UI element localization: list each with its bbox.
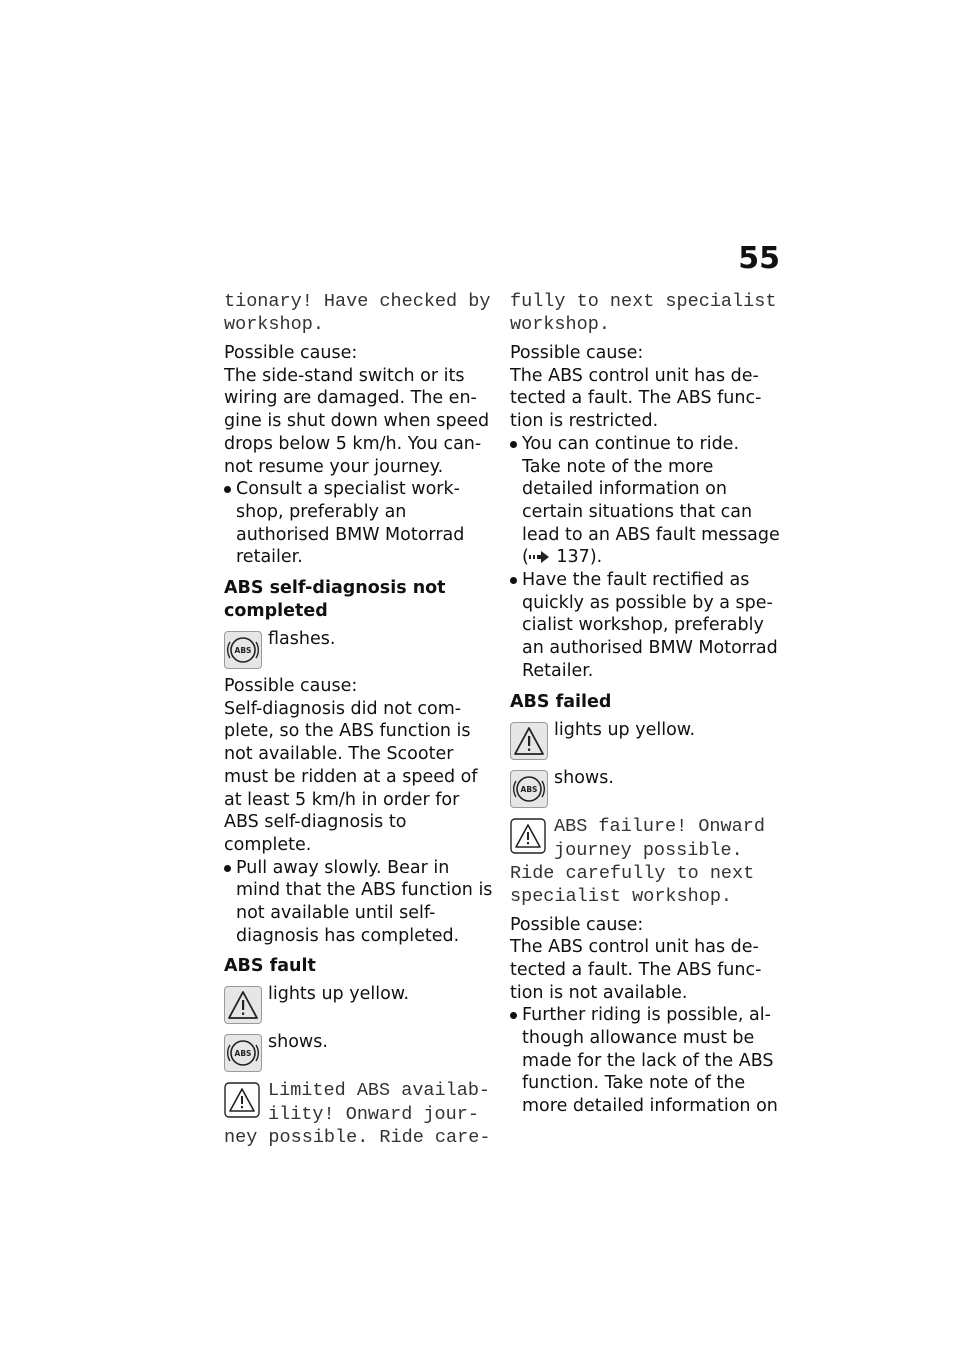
indicator-row-abs [510, 766, 780, 806]
abs-warning-icon [224, 1034, 262, 1072]
section-heading-abs-fault: ABS fault [224, 956, 316, 977]
page-number: 55 [738, 241, 780, 276]
right-column [510, 290, 780, 1118]
possible-cause-text: The ABS control unit has de-tected a fault. The ABS func-tion is not available. [510, 937, 762, 1003]
action-item: Consult a specialist work-shop, preferably an authorised BMW Motorrad retailer. [224, 478, 494, 569]
indicator-text: lights up yellow. [554, 719, 696, 740]
display-message-line: journey possible. [554, 839, 743, 861]
page-reference[interactable]: ( 137). [522, 547, 603, 568]
general-warning-triangle-icon [224, 986, 262, 1024]
abs-warning-icon [224, 631, 262, 669]
general-warning-triangle-icon [510, 722, 548, 760]
action-item: Pull away slowly. Bear in mind that the ABS function is not available until self-diagnosis has completed. [224, 857, 494, 948]
display-message-line: ney possible. Ride care- [224, 1127, 491, 1149]
svg-text:ABS: ABS [234, 646, 252, 656]
display-message-row [510, 814, 780, 862]
indicator-text: flashes. [268, 629, 336, 650]
possible-cause-text: The side-stand switch or its wiring are damaged. The en-gine is shut down when speed drops below 5 km/h. You can-not resume your journey. [224, 365, 490, 477]
possible-cause-label: Possible cause: [224, 343, 358, 363]
indicator-text: shows. [268, 1032, 328, 1053]
abs-warning-icon [510, 770, 548, 808]
possible-cause-text: Self-diagnosis did not com-plete, so the ABS function is not available. The Scooter must be ridden at a speed of at least 5 km/h in order for ABS self-diagnosis to complete. [224, 698, 478, 855]
svg-text:ABS: ABS [520, 784, 538, 794]
warning-triangle-outline-icon [224, 1082, 262, 1120]
indicator-text: shows. [554, 767, 614, 788]
display-message-line: Ride carefully to next [510, 862, 755, 884]
page-reference-arrow-icon [529, 550, 551, 564]
action-item: Further riding is possible, al-though allowance must be made for the lack of the ABS function. Take note of the more detailed information on [510, 1004, 780, 1118]
display-message-line: ility! Onward jour- [268, 1104, 479, 1126]
left-column [224, 290, 494, 1149]
action-item: Have the fault rectified as quickly as possible by a spe-cialist workshop, preferably an authorised BMW Motorrad Retailer. [510, 569, 780, 683]
indicator-text: lights up yellow. [268, 984, 410, 1005]
action-list [224, 857, 494, 948]
display-message-line: Limited ABS availab- [268, 1080, 491, 1102]
action-list [510, 433, 780, 683]
indicator-row-abs-flashes [224, 627, 494, 667]
possible-cause-label: Possible cause: [510, 914, 644, 935]
page-reference-number: 137 [556, 547, 590, 568]
possible-cause-label: Possible cause: [510, 343, 644, 363]
display-message-line: ABS failure! Onward [554, 815, 765, 837]
action-list [224, 478, 494, 569]
indicator-row-warning [510, 718, 780, 758]
indicator-row-warning [224, 982, 494, 1022]
display-message-continuation: fully to next specialist workshop. [510, 291, 777, 335]
action-list [510, 1004, 780, 1118]
possible-cause-text: The ABS control unit has de-tected a fault. The ABS func-tion is restricted. [510, 365, 762, 432]
action-text: You can continue to ride. Take note of the more detailed information on certain situations that can lead to an ABS fault message [522, 433, 780, 545]
action-item [510, 433, 780, 569]
possible-cause-label: Possible cause: [224, 676, 358, 697]
display-message-line: specialist workshop. [510, 885, 733, 907]
indicator-row-abs [224, 1030, 494, 1070]
section-heading-abs-failed: ABS failed [510, 691, 612, 712]
display-message-row [224, 1078, 494, 1126]
svg-text:ABS: ABS [234, 1049, 252, 1059]
section-heading-self-diagnosis: ABS self-diagnosis not completed [224, 578, 446, 622]
display-message-continuation: tionary! Have checked by workshop. [224, 291, 491, 335]
warning-triangle-outline-icon [510, 818, 548, 856]
